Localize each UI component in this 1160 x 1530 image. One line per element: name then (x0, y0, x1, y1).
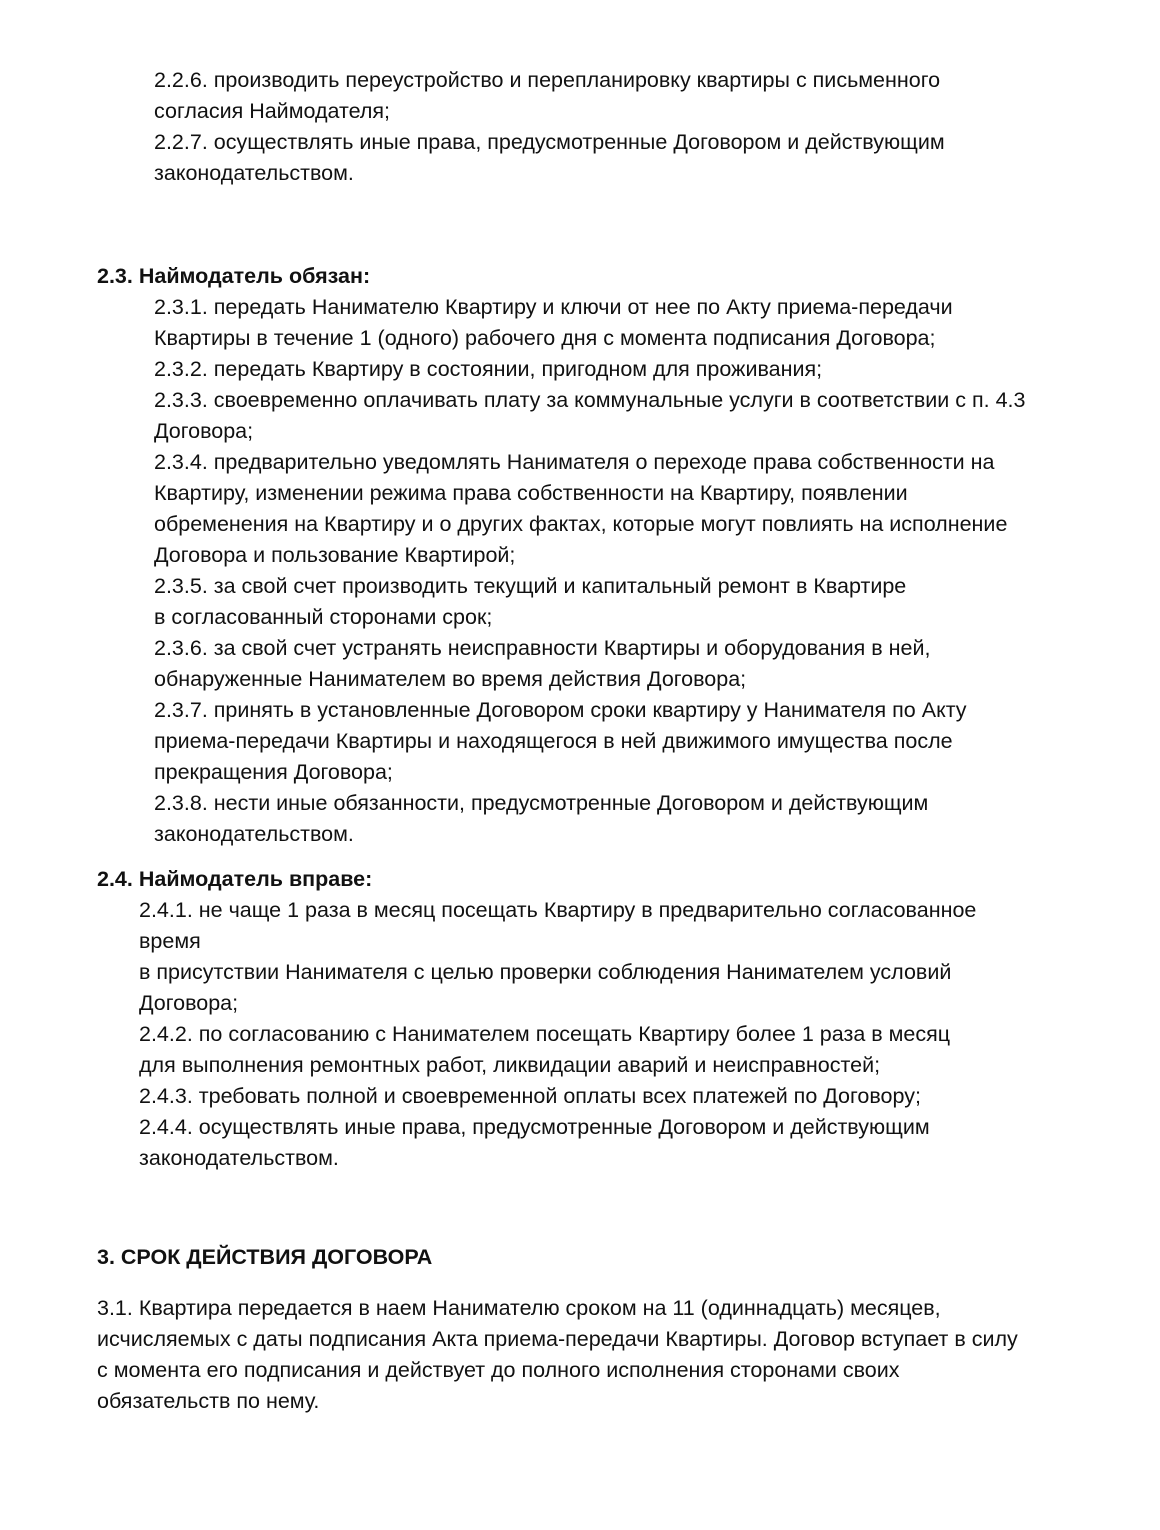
section-2-4-line: 2.4.2. по согласованию с Нанимателем посещать Квартиру более 1 раза в месяц (139, 1022, 951, 1046)
section-2-2-continuation (154, 65, 945, 189)
section-3-line: исчисляемых с даты подписания Акта приема-передачи Квартиры. Договор вступает в силу (97, 1327, 1018, 1351)
section-3-line: с момента его подписания и действует до полного исполнения сторонами своих (97, 1358, 900, 1382)
section-2-3-line: 2.3.2. передать Квартиру в состоянии, пригодном для проживания; (154, 357, 823, 381)
section-2-4-line: 2.4.1. не чаще 1 раза в месяц посещать Квартиру в предварительно согласованное (139, 898, 977, 922)
section-2-3-line: законодательством. (154, 822, 354, 846)
section-2-3-heading: 2.3. Наймодатель обязан: (97, 264, 371, 288)
section-2-4-body (139, 895, 976, 1174)
section-3-title: 3. СРОК ДЕЙСТВИЯ ДОГОВОРА (97, 1245, 433, 1269)
clause-2-2-7-line-2: законодательством. (154, 161, 354, 185)
section-2-3-line: 2.3.7. принять в установленные Договором сроки квартиру у Нанимателя по Акту (154, 698, 967, 722)
section-2-3-line: обременения на Квартиру и о других фактах, которые могут повлиять на исполнение (154, 512, 1008, 536)
section-3-body (97, 1293, 1018, 1417)
section-2-3-line: Квартиры в течение 1 (одного) рабочего дня с момента подписания Договора; (154, 326, 936, 350)
section-2-4-line: для выполнения ремонтных работ, ликвидации аварий и неисправностей; (139, 1053, 881, 1077)
section-2-4-line: Договора; (139, 991, 239, 1015)
clause-2-2-6-line-1: 2.2.6. производить переустройство и перепланировку квартиры с письменного (154, 68, 941, 92)
section-2-3-line: Квартиру, изменении режима права собственности на Квартиру, появлении (154, 481, 908, 505)
clause-2-2-6-line-2: согласия Наймодателя; (154, 99, 390, 123)
section-2-3-line: 2.3.5. за свой счет производить текущий и капитальный ремонт в Квартире (154, 574, 907, 598)
section-2-4-line: 2.4.4. осуществлять иные права, предусмотренные Договором и действующим (139, 1115, 930, 1139)
section-2-3-line: 2.3.4. предварительно уведомлять Нанимателя о переходе права собственности на (154, 450, 995, 474)
section-2-4-line: 2.4.3. требовать полной и своевременной оплаты всех платежей по Договору; (139, 1084, 921, 1108)
section-2-3-line: Договора; (154, 419, 254, 443)
section-3-line: 3.1. Квартира передается в наем Нанимателю сроком на 11 (одиннадцать) месяцев, (97, 1296, 941, 1320)
section-2-3-line: Договора и пользование Квартирой; (154, 543, 516, 567)
section-2-3-line: в согласованный сторонами срок; (154, 605, 493, 629)
section-2-4-line: время (139, 929, 201, 953)
section-2-3-line: прекращения Договора; (154, 760, 393, 784)
section-2-3-line: 2.3.3. своевременно оплачивать плату за коммунальные услуги в соответствии с п. 4.3 (154, 388, 1026, 412)
section-3-line: обязательств по нему. (97, 1389, 320, 1413)
section-2-4-heading: 2.4. Наймодатель вправе: (97, 867, 373, 891)
section-2-3-line: приема-передачи Квартиры и находящегося в ней движимого имущества после (154, 729, 953, 753)
section-2-3-body (154, 292, 1025, 850)
section-2-4-line: законодательством. (139, 1146, 339, 1170)
clause-2-2-7-line-1: 2.2.7. осуществлять иные права, предусмотренные Договором и действующим (154, 130, 945, 154)
section-2-3-line: 2.3.6. за свой счет устранять неисправности Квартиры и оборудования в ней, (154, 636, 931, 660)
section-2-3-line: 2.3.8. нести иные обязанности, предусмотренные Договором и действующим (154, 791, 929, 815)
section-2-3-line: обнаруженные Нанимателем во время действия Договора; (154, 667, 747, 691)
section-2-3-line: 2.3.1. передать Нанимателю Квартиру и ключи от нее по Акту приема-передачи (154, 295, 953, 319)
section-2-4-line: в присутствии Нанимателя с целью проверки соблюдения Нанимателем условий (139, 960, 952, 984)
